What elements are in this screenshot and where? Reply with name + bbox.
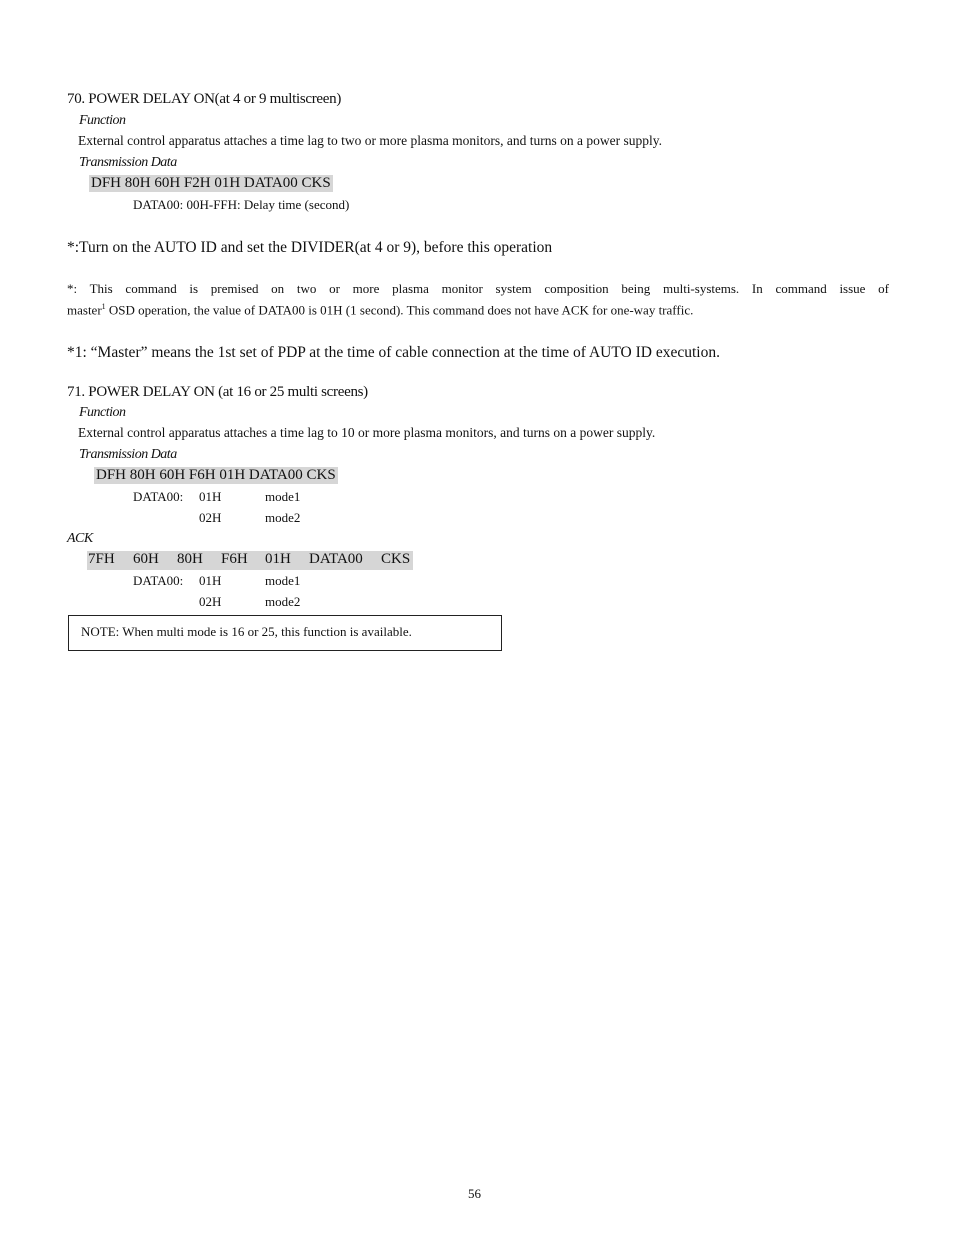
ack-code-2: 80H	[177, 551, 203, 567]
section-70-note-master: *1: “Master” means the 1st set of PDP at the time of cable connection at the time of AUTO ID execution.	[67, 344, 720, 361]
tx-row-code: 02H	[199, 510, 222, 525]
section-70-title: 70. POWER DELAY ON(at 4 or 9 multiscreen)	[67, 91, 342, 107]
section-71-transmission-code: DFH 80H 60H F6H 01H DATA00 CKS	[96, 467, 336, 483]
section-70-note-auto-id: *:Turn on the AUTO ID and set the DIVIDER(at 4 or 9), before this operation	[67, 239, 553, 256]
ack-row-mode: mode1	[265, 573, 301, 588]
note-box	[68, 615, 502, 651]
ack-code-1: 60H	[133, 551, 159, 567]
section-71-title: 71. POWER DELAY ON (at 16 or 25 multi screens)	[67, 384, 368, 400]
section-70-note-premise-line2	[67, 302, 693, 318]
section-70-note-premise-line1: *: This command is premised on two or more plasma monitor system composition being multi-systems. In command issue of	[67, 281, 889, 296]
note-box-text: NOTE: When multi mode is 16 or 25, this function is available.	[81, 624, 412, 639]
ack-code-3: F6H	[221, 551, 248, 567]
section-71-function-label: Function	[79, 405, 126, 420]
ack-row-code: 01H	[199, 573, 222, 588]
note-footnote-marker: 1	[101, 302, 106, 311]
section-71-ack-label: ACK	[67, 531, 93, 546]
tx-row-mode: mode1	[265, 489, 301, 504]
tx-data00-label: DATA00:	[133, 489, 184, 504]
ack-data00-label: DATA00:	[133, 573, 184, 588]
ack-code-4: 01H	[265, 551, 291, 567]
ack-row-mode: mode2	[265, 594, 301, 609]
ack-code-6: CKS	[381, 551, 411, 567]
section-70-function-label: Function	[79, 113, 126, 128]
section-71-transmission-label: Transmission Data	[79, 447, 177, 462]
ack-code-0: 7FH	[88, 551, 115, 567]
tx-row-mode: mode2	[265, 510, 301, 525]
page-number: 56	[468, 1186, 481, 1201]
note-premise-rest: OSD operation, the value of DATA00 is 01H (1 second). This command does not have ACK for one-way traffic.	[105, 302, 694, 318]
ack-row-code: 02H	[199, 594, 222, 609]
section-70-function-text: External control apparatus attaches a time lag to two or more plasma monitors, and turns on a power supply.	[78, 133, 662, 148]
section-70-transmission-label: Transmission Data	[79, 155, 177, 170]
section-71-function-text: External control apparatus attaches a time lag to 10 or more plasma monitors, and turns on a power supply.	[78, 425, 656, 440]
tx-row-code: 01H	[199, 489, 222, 504]
ack-code-5: DATA00	[309, 551, 363, 567]
section-70-data00-line: DATA00: 00H-FFH: Delay time (second)	[133, 197, 350, 212]
section-70-transmission-code: DFH 80H 60H F2H 01H DATA00 CKS	[91, 175, 331, 191]
note-master-word: master	[67, 302, 102, 318]
